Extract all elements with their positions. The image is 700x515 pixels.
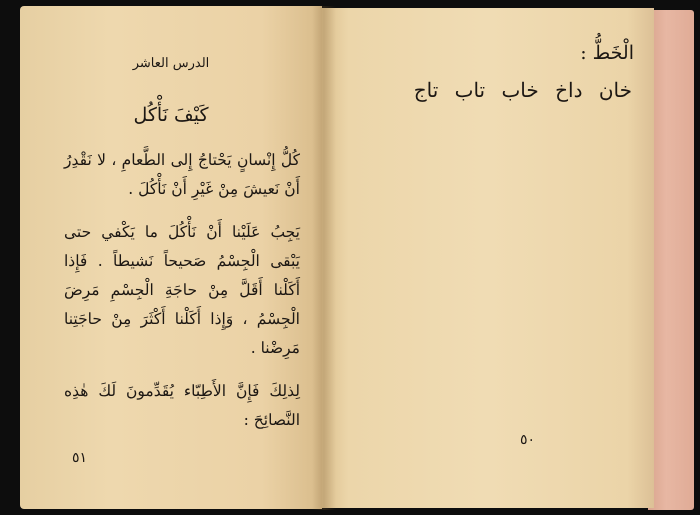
right-page (322, 8, 654, 508)
back-cover-edge (648, 10, 694, 510)
calligraphy-words: خان داخ خاب تاب تاج (413, 78, 632, 102)
lesson-title: كَيْفَ نَأْكُل (133, 104, 209, 126)
paragraph: يَجِبُ عَلَيْنا أَنْ نَأْكُلَ ما يَكْفي حتى يَبْقى الْجِسْمُ صَحيحاً نَشيطاً . فَإِذا أَكَلْنا أَقَلَّ مِنْ حاجَةِ الْجِسْمِ مَرِضَ الْجِسْمُ ، وَإِذا أَكَلْنا أَكْثَرَ مِنْ حاجَتِنا مَرِضْنا . (64, 223, 300, 357)
paragraph: كُلُّ إِنْسانٍ يَحْتاجُ إِلى الطَّعامِ ، لا نَقْدِرُ أَنْ نَعيشَ مِنْ غَيْرِ أَنْ نَأْكُلَ . (64, 151, 300, 198)
calligraphy-label: الْخَطُّ : (580, 42, 634, 64)
page-number: ٥١ (72, 450, 88, 466)
page-number: ٥٠ (520, 432, 536, 448)
left-page (20, 6, 322, 509)
lesson-body (64, 146, 300, 449)
paragraph: لِذلِكَ فَإِنَّ الأَطِبّاء يُقَدِّمونَ لَكَ هٰذِه النَّصائِحَ : (64, 382, 300, 429)
running-head: الدرس العاشر (132, 56, 210, 71)
